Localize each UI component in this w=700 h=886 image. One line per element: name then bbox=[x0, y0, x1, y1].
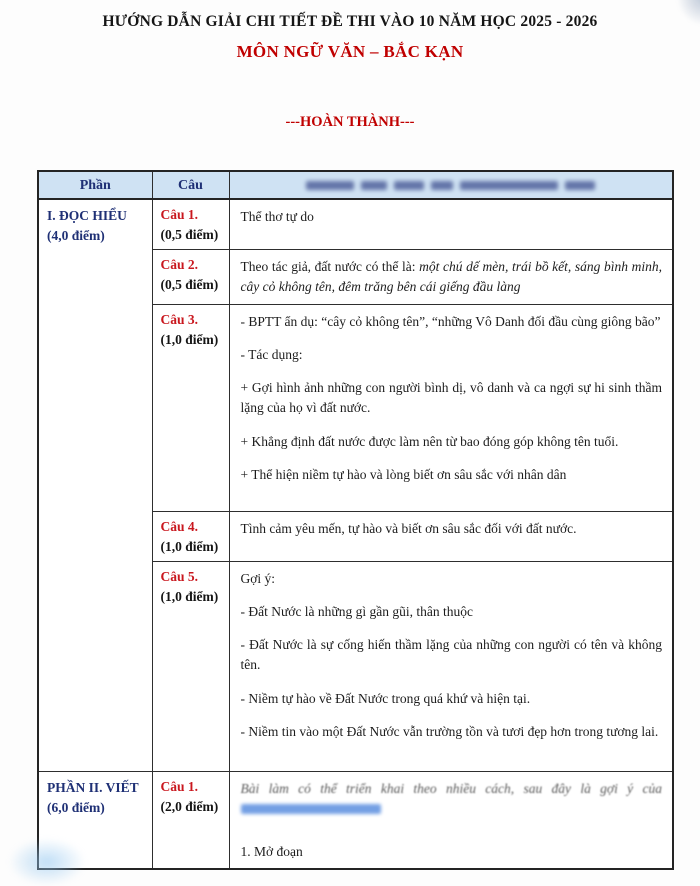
q2-label-cell bbox=[152, 249, 229, 304]
q4-points: (1,0 điểm) bbox=[160, 538, 219, 554]
status-line: ---HOÀN THÀNH--- bbox=[285, 114, 415, 130]
header-cell-phan: Phần bbox=[38, 171, 152, 199]
blurred-link-line bbox=[241, 801, 663, 830]
s2-q1-label: Câu 1. bbox=[160, 778, 199, 794]
s2-q1-answer-cell bbox=[229, 771, 673, 869]
blurred-watermark-text bbox=[230, 172, 673, 198]
q2-label: Câu 2. bbox=[160, 256, 199, 272]
table-row bbox=[38, 771, 673, 869]
document-title: HƯỚNG DẪN GIẢI CHI TIẾT ĐỀ THI VÀO 10 NĂM HỌC 2025 - 2026 bbox=[102, 13, 598, 30]
q5-paragraph: Gợi ý: bbox=[240, 570, 276, 586]
section-1-points: (4,0 điểm) bbox=[47, 228, 105, 244]
answer-key-table bbox=[37, 170, 674, 870]
q2-points: (0,5 điểm) bbox=[160, 276, 219, 292]
blurred-link bbox=[241, 804, 381, 814]
document-subtitle: MÔN NGỮ VĂN – BẮC KẠN bbox=[236, 42, 464, 61]
q5-paragraph: - Niềm tự hào về Đất Nước trong quá khứ và hiện tại. bbox=[240, 690, 531, 706]
section-2-phan-cell bbox=[38, 771, 152, 869]
q3-label: Câu 3. bbox=[160, 311, 199, 327]
q5-paragraph: - Đất Nước là những gì gần gũi, thân thuộc bbox=[240, 603, 473, 619]
section-2-title: PHẦN II. VIẾT bbox=[47, 779, 139, 795]
q2-answer-cell bbox=[229, 249, 673, 304]
q5-points: (1,0 điểm) bbox=[160, 588, 219, 604]
q4-label: Câu 4. bbox=[160, 518, 199, 534]
q1-label-cell bbox=[152, 199, 229, 249]
table-row bbox=[38, 199, 673, 249]
q1-answer-cell bbox=[229, 199, 673, 249]
section-2-points: (6,0 điểm) bbox=[47, 799, 105, 815]
q1-points: (0,5 điểm) bbox=[160, 227, 219, 243]
q2-answer-quote: một chú dế mèn, trái bồ kết, sáng bình minh, cây cỏ không tên, đêm trăng bên cái giếng đầu làng bbox=[240, 258, 662, 294]
q3-paragraph: + Khẳng định đất nước được làm nên từ bao đóng góp không tên tuổi. bbox=[240, 433, 619, 449]
q3-label-cell bbox=[152, 304, 229, 511]
q3-paragraph: - BPTT ẩn dụ: “cây cỏ không tên”, “những Vô Danh đối đầu cùng giông bão” bbox=[240, 313, 661, 329]
blurred-note: Bài làm có thể triển khai theo nhiều cách, sau đây là gợi ý của bbox=[240, 780, 662, 796]
q5-paragraph: - Đất Nước là sự cống hiến thầm lặng của những con người có tên và không tên. bbox=[240, 637, 662, 673]
q2-answer: Theo tác giả, đất nước có thể là: một chú dế mèn, trái bồ kết, sáng bình minh, cây cỏ không tên, đêm trăng bên cái giếng đầu làng bbox=[240, 258, 662, 294]
q3-answer-cell bbox=[229, 304, 673, 511]
q5-answer-cell bbox=[229, 561, 673, 771]
section-1-phan-cell bbox=[38, 199, 152, 771]
table-header-row bbox=[38, 171, 673, 199]
q4-answer: Tình cảm yêu mến, tự hào và biết ơn sâu sắc đối với đất nước. bbox=[240, 520, 577, 536]
section-1-title: I. ĐỌC HIỂU bbox=[47, 208, 127, 223]
q5-label-cell bbox=[152, 561, 229, 771]
q3-paragraph: + Thể hiện niềm tự hào và lòng biết ơn sâu sắc với nhân dân bbox=[240, 466, 567, 482]
s2-q1-points: (2,0 điểm) bbox=[160, 798, 219, 814]
q4-label-cell bbox=[152, 511, 229, 561]
q4-answer-cell bbox=[229, 511, 673, 561]
document-header bbox=[0, 0, 700, 131]
q5-paragraph: - Niềm tin vào một Đất Nước vẫn trường tồn và tươi đẹp hơn trong tương lai. bbox=[240, 723, 659, 739]
q3-paragraph: + Gợi hình ảnh những con người bình dị, vô danh và ca ngợi sự hi sinh thầm lặng của họ vì đất nước. bbox=[240, 380, 662, 416]
header-cell-cau: Câu bbox=[152, 171, 229, 199]
q3-paragraph: - Tác dụng: bbox=[240, 346, 303, 362]
q5-label: Câu 5. bbox=[160, 568, 199, 584]
s2-q1-paragraph: 1. Mở đoạn bbox=[240, 844, 303, 859]
q1-label: Câu 1. bbox=[160, 207, 199, 222]
q3-points: (1,0 điểm) bbox=[160, 331, 219, 347]
s2-q1-label-cell bbox=[152, 771, 229, 869]
q1-answer: Thể thơ tự do bbox=[240, 209, 314, 224]
header-cell-blurred-source bbox=[229, 171, 673, 199]
